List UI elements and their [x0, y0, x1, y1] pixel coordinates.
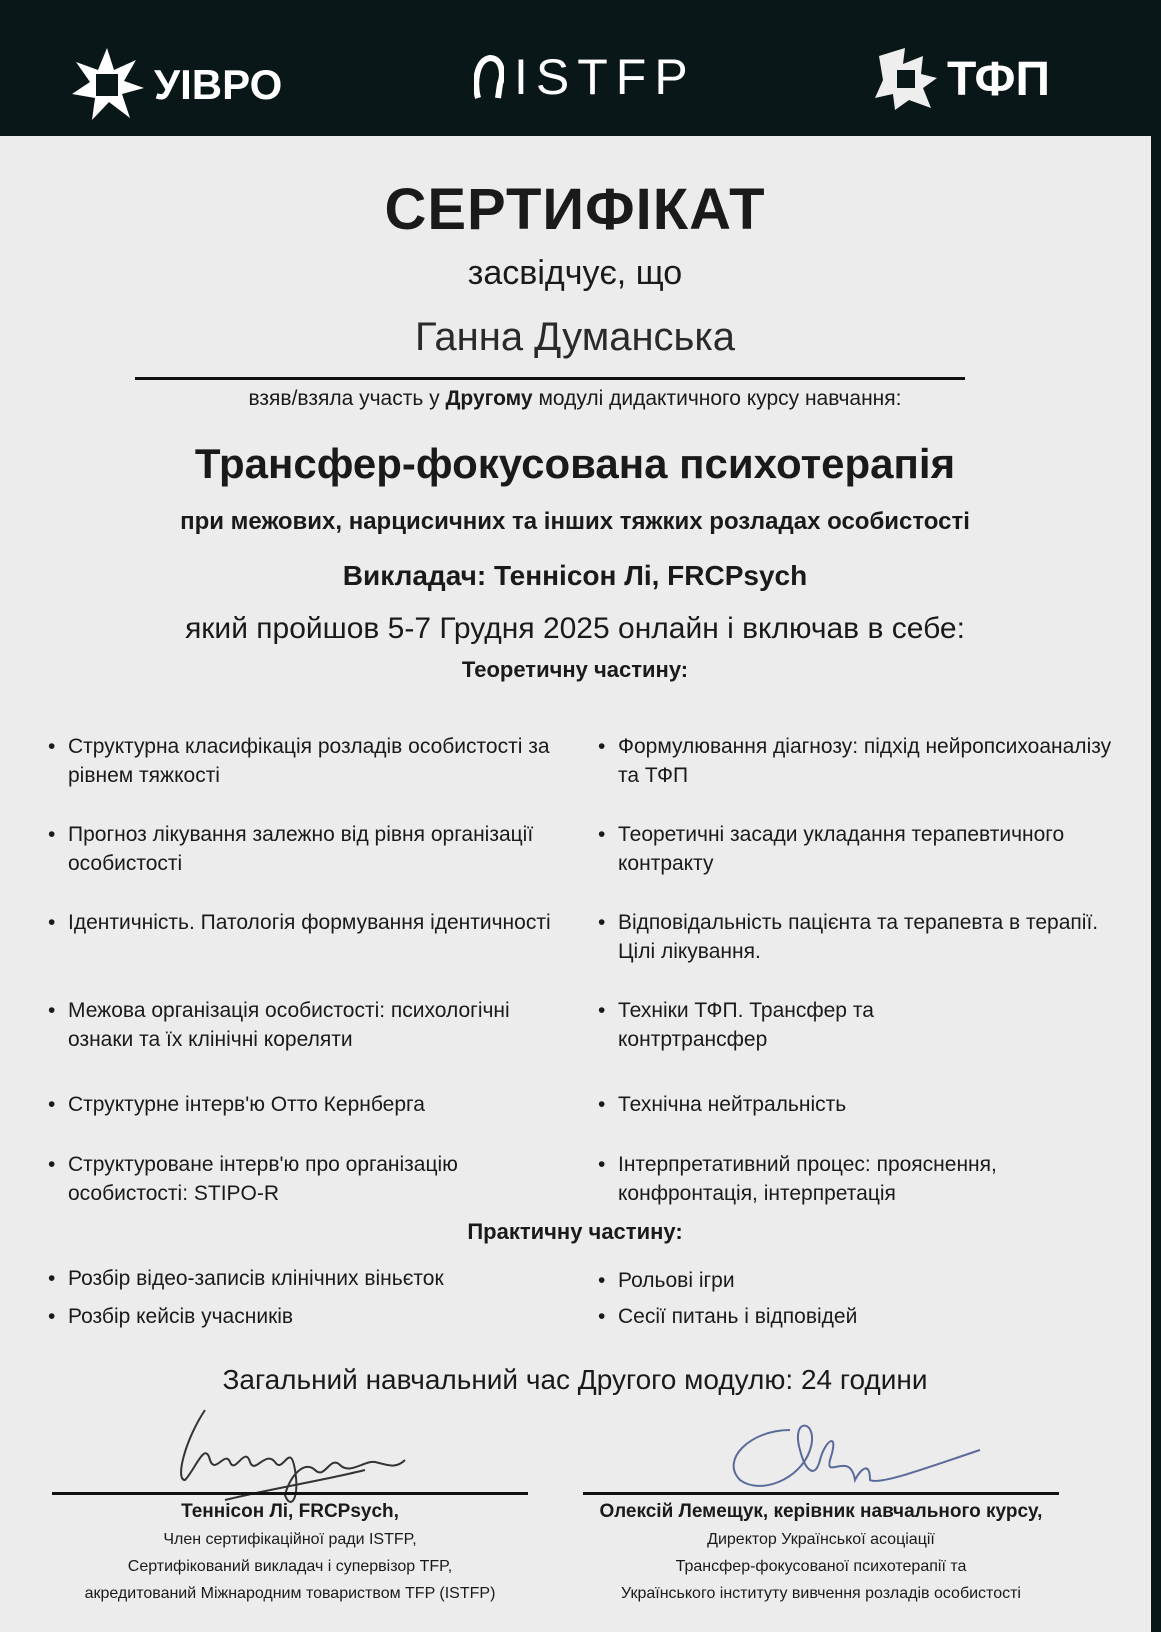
list-item: • Сесії питань і відповідей	[598, 1302, 1118, 1331]
list-item: • Формулювання діагнозу: підхід нейропсихоаналізу та ТФП	[598, 732, 1118, 790]
uivro-text: УІВРО	[154, 61, 283, 108]
tfp-emblem-icon	[875, 48, 937, 110]
lecturer: Викладач: Теннісон Лі, FRCPsych	[342, 560, 808, 591]
tfp-logo	[875, 48, 1050, 110]
list-item: • Межова організація особистості: психологічні ознаки та їх клінічні кореляти	[48, 996, 568, 1054]
right-border	[1151, 0, 1161, 1632]
signature-line-left	[52, 1492, 528, 1495]
practice-heading: Практичну частину:	[467, 1219, 683, 1244]
uivro-logo	[70, 48, 282, 122]
tfp-text: ТФП	[947, 52, 1050, 106]
list-item: • Розбір відео-записів клінічних віньєток	[48, 1264, 568, 1293]
name-underline	[135, 377, 965, 380]
logo-header	[0, 0, 1161, 136]
signatory-title: Трансфер-фокусованої психотерапії та	[675, 1558, 967, 1575]
list-item: • Структурне інтерв'ю Отто Кернберга	[48, 1090, 568, 1119]
signature-line-right	[583, 1492, 1059, 1495]
list-item: • Розбір кейсів учасників	[48, 1302, 568, 1331]
participation-text: взяв/взяла участь у Другому модулі дидактичного курсу навчання:	[248, 387, 902, 410]
signatory-title: Українського інституту вивчення розладів особистості	[621, 1585, 1021, 1602]
signatory-left	[40, 1500, 540, 1607]
theory-heading: Теоретичну частину:	[461, 657, 689, 682]
course-title: Трансфер-фокусована психотерапія	[194, 440, 956, 487]
list-item: • Техніки ТФП. Трансфер та контртрансфер	[598, 996, 928, 1054]
list-item: • Рольові ігри	[598, 1266, 1118, 1295]
istfp-text: ISTFP	[514, 49, 696, 105]
certifies-text: засвідчує, що	[467, 254, 683, 292]
list-item: • Відповідальність пацієнта та терапевта в терапії. Цілі лікування.	[598, 908, 1118, 966]
signatory-title: акредитований Міжнародним товариством TFP (ISTFP)	[84, 1585, 496, 1602]
list-item: • Структуроване інтерв'ю про організацію особистості: STIPO-R	[48, 1150, 568, 1208]
star-icon	[70, 48, 144, 122]
list-item: • Структурна класифікація розладів особистості за рівнем тяжкості	[48, 732, 568, 790]
istfp-logo	[474, 48, 696, 106]
list-item: • Інтерпретативний процес: прояснення, конфронтація, інтерпретація	[598, 1150, 1048, 1208]
signature-right	[720, 1410, 990, 1500]
signatory-name: Теннісон Лі, FRCPsych,	[181, 1501, 399, 1522]
certificate-title: СЕРТИФІКАТ	[384, 177, 766, 242]
signatory-title: Сертифікований викладач і супервізор TFP,	[127, 1558, 453, 1575]
course-dates: який пройшов 5-7 Грудня 2025 онлайн і включав в себе:	[185, 612, 965, 645]
signatory-title: Директор Української асоціації	[707, 1531, 935, 1548]
signatory-right	[571, 1500, 1071, 1607]
signatory-name: Олексій Лемещук, керівник навчального курсу,	[599, 1501, 1043, 1522]
list-item: • Прогноз лікування залежно від рівня організації особистості	[48, 820, 568, 878]
list-item: • Ідентичність. Патологія формування ідентичності	[48, 908, 568, 937]
head-icon	[474, 54, 504, 100]
list-item: • Теоретичні засади укладання терапевтичного контракту	[598, 820, 1118, 878]
recipient-name: Ганна Думанська	[414, 315, 736, 359]
total-hours: Загальний навчальний час Другого модулю: 24 години	[222, 1364, 928, 1395]
list-item: • Технічна нейтральність	[598, 1090, 1118, 1119]
course-subtitle: при межових, нарцисичних та інших тяжких розладах особистості	[180, 508, 970, 535]
signatory-title: Член сертифікаційної ради ISTFP,	[163, 1531, 417, 1548]
